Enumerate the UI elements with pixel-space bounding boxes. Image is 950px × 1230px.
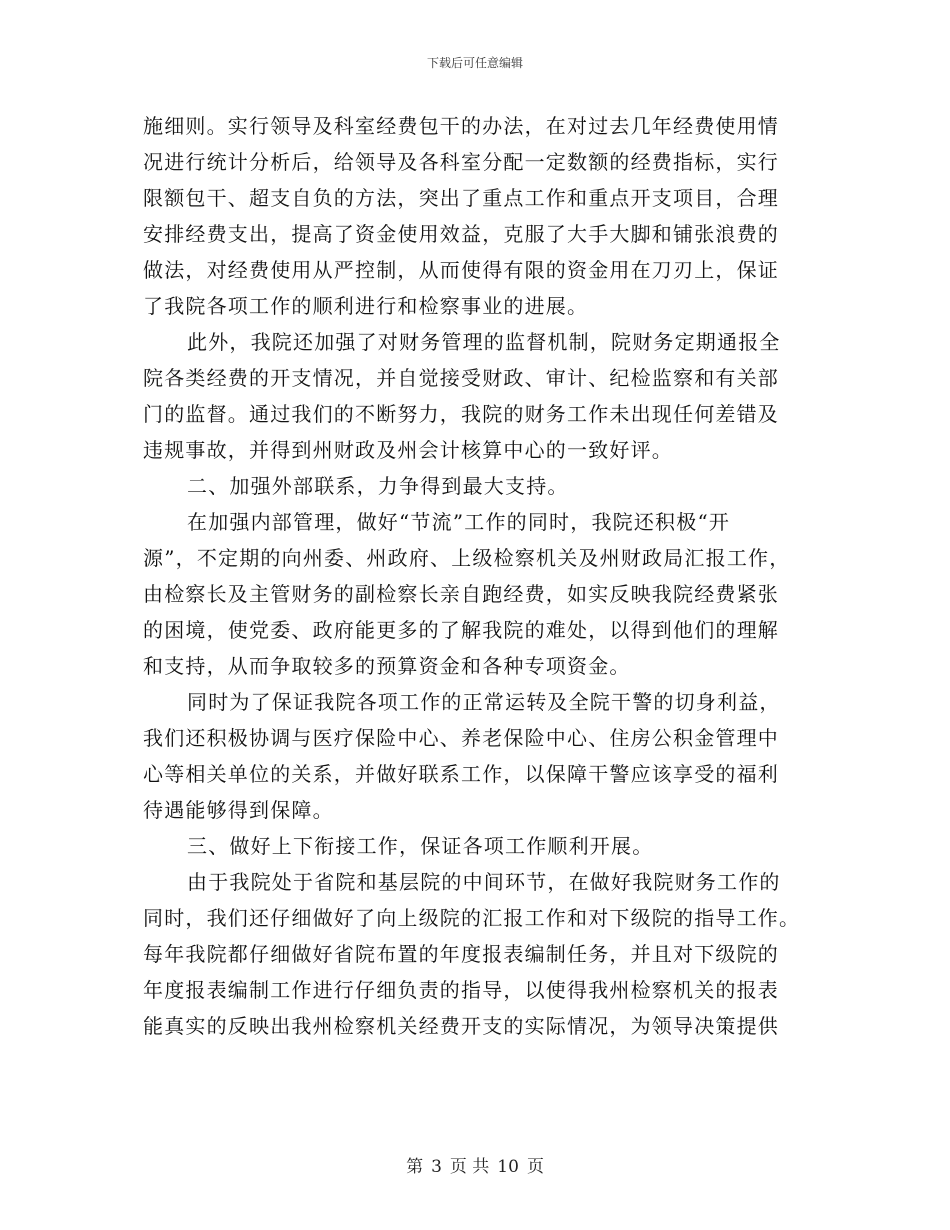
text-line: 门的监督。通过我们的不断努力，我院的财务工作未出现任何差错及 xyxy=(143,402,779,426)
text-line: 由检察长及主管财务的副检察长亲自跑经费，如实反映我院经费紧张 xyxy=(143,582,779,606)
text-line: 源”，不定期的向州委、州政府、上级检察机关及州财政局汇报工作， xyxy=(143,546,791,570)
text-line: 和支持，从而争取较多的预算资金和各种专项资金。 xyxy=(143,654,631,678)
text-line: 在加强内部管理，做好“节流”工作的同时，我院还积极“开 xyxy=(187,510,731,534)
text-line: 每年我院都仔细做好省院布置的年度报表编制任务，并且对下级院的 xyxy=(143,942,779,966)
text-line: 同时，我们还仔细做好了向上级院的汇报工作和对下级院的指导工作。 xyxy=(143,906,801,930)
text-line: 此外，我院还加强了对财务管理的监督机制，院财务定期通报全 xyxy=(187,330,781,354)
text-line: 同时为了保证我院各项工作的正常运转及全院干警的切身利益， xyxy=(187,690,781,714)
current-page-number: 3 xyxy=(431,1157,442,1177)
section-heading: 三、做好上下衔接工作，保证各项工作顺利开展。 xyxy=(187,834,654,858)
text-line: 心等相关单位的关系，并做好联系工作，以保障干警应该享受的福利 xyxy=(143,762,779,786)
text-line: 违规事故，并得到州财政及州会计核算中心的一致好评。 xyxy=(143,438,673,462)
header-note: 下载后可任意编辑 xyxy=(426,56,523,70)
footer-middle: 页 共 xyxy=(449,1157,490,1177)
footer-prefix: 第 xyxy=(406,1157,424,1177)
text-line: 我们还积极协调与医疗保险中心、养老保险中心、住房公积金管理中 xyxy=(143,726,779,750)
text-line: 年度报表编制工作进行仔细负责的指导，以使得我州检察机关的报表 xyxy=(143,978,779,1002)
text-line: 院各类经费的开支情况，并自觉接受财政、审计、纪检监察和有关部 xyxy=(143,366,779,390)
total-pages-number: 10 xyxy=(497,1157,519,1177)
text-line: 限额包干、超支自负的方法，突出了重点工作和重点开支项目，合理 xyxy=(143,186,779,210)
page-footer xyxy=(0,1152,950,1177)
text-line: 能真实的反映出我州检察机关经费开支的实际情况，为领导决策提供 xyxy=(143,1014,779,1038)
text-line: 做法，对经费使用从严控制，从而使得有限的资金用在刀刃上，保证 xyxy=(143,258,779,282)
section-heading: 二、加强外部联系，力争得到最大支持。 xyxy=(187,474,569,498)
text-line: 况进行统计分析后，给领导及各科室分配一定数额的经费指标，实行 xyxy=(143,150,779,174)
text-line: 安排经费支出，提高了资金使用效益，克服了大手大脚和铺张浪费的 xyxy=(143,222,779,246)
text-line: 的困境，使党委、政府能更多的了解我院的难处，以得到他们的理解 xyxy=(143,618,779,642)
text-line: 了我院各项工作的顺利进行和检察事业的进展。 xyxy=(143,294,589,318)
body-text xyxy=(143,108,815,1044)
text-line: 待遇能够得到保障。 xyxy=(143,798,334,822)
text-line: 由于我院处于省院和基层院的中间环节，在做好我院财务工作的 xyxy=(187,870,781,894)
text-line: 施细则。实行领导及科室经费包干的办法，在对过去几年经费使用情 xyxy=(143,114,779,138)
footer-suffix: 页 xyxy=(526,1157,544,1177)
